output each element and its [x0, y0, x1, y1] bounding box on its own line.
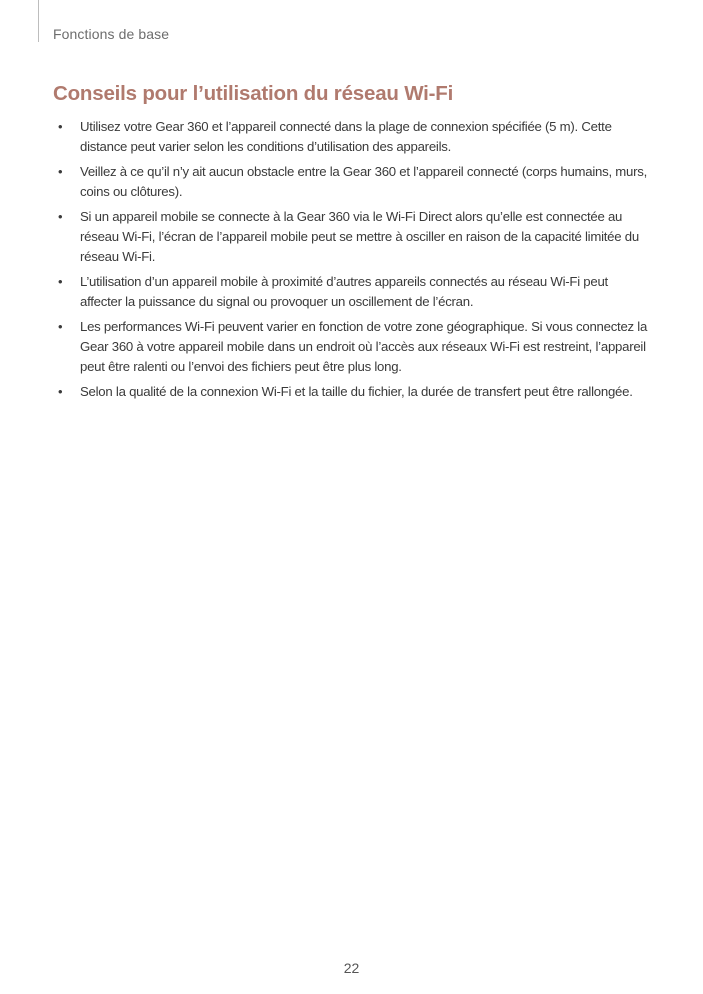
- page-title: Conseils pour l’utilisation du réseau Wi-Fi: [53, 82, 454, 105]
- list-item: [53, 382, 653, 402]
- tip-text: Selon la qualité de la connexion Wi-Fi et la taille du fichier, la durée de transfert peut être rallongée.: [80, 384, 633, 399]
- bullet-icon: •: [58, 119, 63, 134]
- list-item: [53, 272, 653, 312]
- bullet-icon: •: [58, 319, 63, 334]
- tips-list: [53, 117, 653, 407]
- header-divider: [38, 0, 39, 42]
- bullet-icon: •: [58, 209, 63, 224]
- tip-text: Les performances Wi-Fi peuvent varier en fonction de votre zone géographique. Si vous connectez la Gear 360 à votre appareil mobile dans un endroit où l’accès aux réseaux Wi-Fi est restreint, l’appareil peut être ralenti ou l’envoi des fichiers peut être plus long.: [80, 319, 648, 374]
- page-number: 22: [343, 960, 360, 976]
- tip-text: Veillez à ce qu’il n’y ait aucun obstacle entre la Gear 360 et l’appareil connecté (corps humains, murs, coins ou clôtures).: [80, 164, 648, 199]
- tip-text: Si un appareil mobile se connecte à la Gear 360 via le Wi-Fi Direct alors qu’elle est connectée au réseau Wi-Fi, l’écran de l’appareil mobile peut se mettre à osciller en raison de la capacité limitée du réseau Wi-Fi.: [80, 209, 639, 264]
- bullet-icon: •: [58, 164, 63, 179]
- list-item: [53, 207, 653, 267]
- list-item: [53, 117, 653, 157]
- list-item: [53, 162, 653, 202]
- bullet-icon: •: [58, 274, 63, 289]
- tip-text: Utilisez votre Gear 360 et l’appareil connecté dans la plage de connexion spécifiée (5 m). Cette distance peut varier selon les conditions d’utilisation des appareils.: [80, 119, 612, 154]
- bullet-icon: •: [58, 384, 63, 399]
- list-item: [53, 317, 653, 377]
- section-header: Fonctions de base: [53, 26, 170, 42]
- tip-text: L’utilisation d’un appareil mobile à proximité d’autres appareils connectés au réseau Wi-Fi peut affecter la puissance du signal ou provoquer un oscillement de l’écran.: [80, 274, 608, 309]
